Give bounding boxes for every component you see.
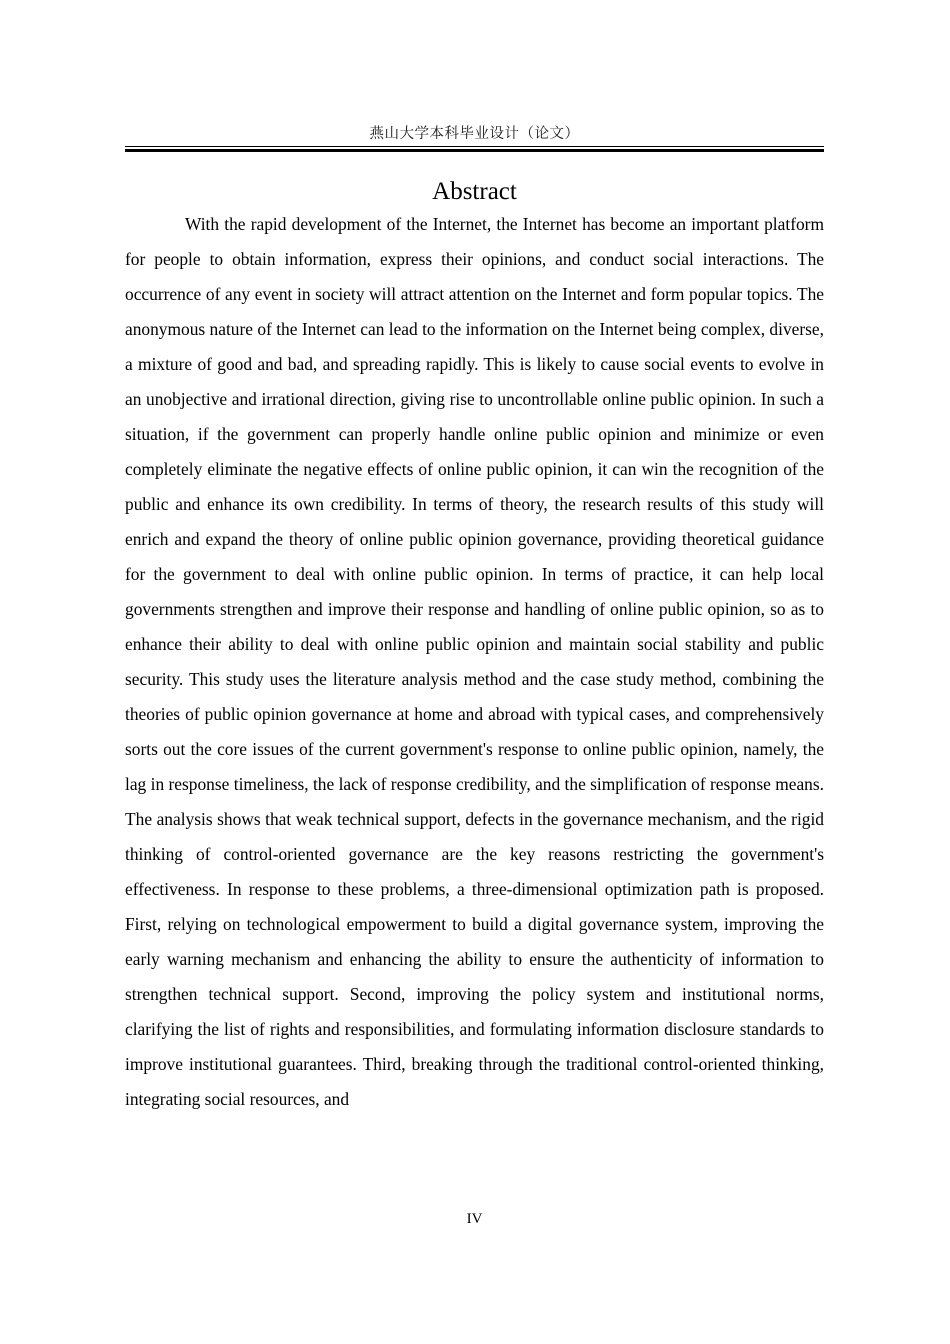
header-double-rule	[125, 146, 824, 152]
header-rule-thick-line	[125, 149, 824, 152]
abstract-body	[125, 207, 824, 1117]
header-rule-thin-line	[125, 146, 824, 147]
running-header	[125, 124, 824, 152]
abstract-paragraph: With the rapid development of the Internet, the Internet has become an important platform for people to obtain information, express their opinions, and conduct social interactions. The occurrence of any event in society will attract attention on the Internet and form popular topics. The anonymous nature of the Internet can lead to the information on the Internet being complex, diverse, a mixture of good and bad, and spreading rapidly. This is likely to cause social events to evolve in an unobjective and irrational direction, giving rise to uncontrollable online public opinion. In such a situation, if the government can properly handle online public opinion and minimize or even completely eliminate the negative effects of online public opinion, it can win the recognition of the public and enhance its own credibility. In terms of theory, the research results of this study will enrich and expand the theory of online public opinion governance, providing theoretical guidance for the government to deal with online public opinion. In terms of practice, it can help local governments strengthen and improve their response and handling of online public opinion, so as to enhance their ability to deal with online public opinion and maintain social stability and public security. This study uses the literature analysis method and the case study method, combining the theories of public opinion governance at home and abroad with typical cases, and comprehensively sorts out the core issues of the current government's response to online public opinion, namely, the lag in response timeliness, the lack of response credibility, and the simplification of response means. The analysis shows that weak technical support, defects in the governance mechanism, and the rigid thinking of control-oriented governance are the key reasons restricting the government's effectiveness. In response to these problems, a three-dimensional optimization path is proposed. First, relying on technological empowerment to build a digital governance system, improving the early warning mechanism and enhancing the ability to ensure the authenticity of information to strengthen technical support. Second, improving the policy system and institutional norms, clarifying the list of rights and responsibilities, and formulating information disclosure standards to improve institutional guarantees. Third, breaking through the traditional control-oriented thinking, integrating social resources, and	[125, 214, 824, 1109]
page-footer	[125, 1209, 824, 1229]
running-header-text: 燕山大学本科毕业设计（论文）	[369, 126, 580, 142]
page-title: Abstract	[432, 177, 517, 205]
page-number: IV	[466, 1211, 483, 1227]
